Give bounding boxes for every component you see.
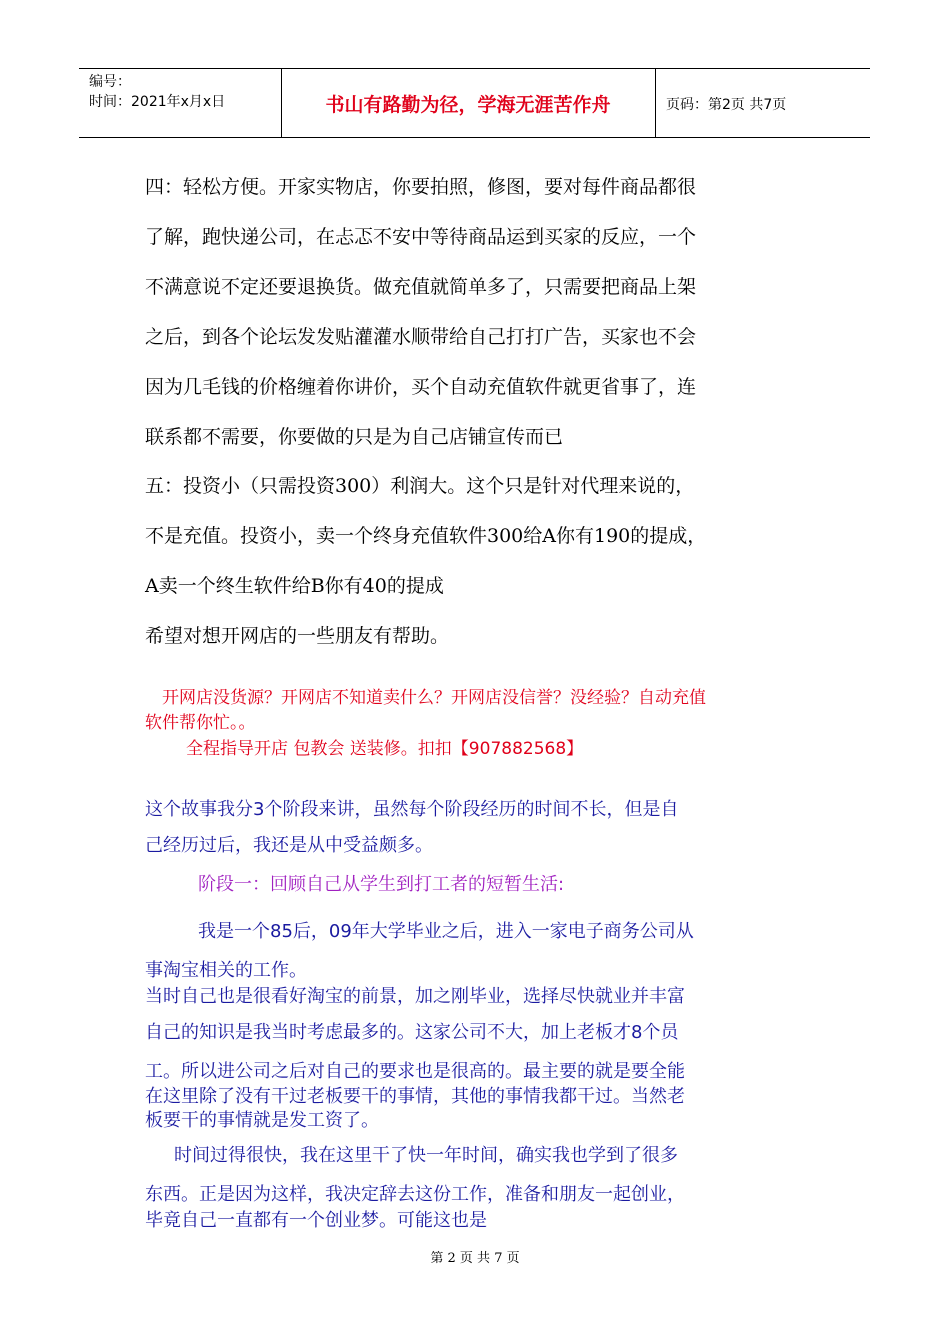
header-page-info: 页码：第2页 共7页: [666, 97, 787, 113]
body-line: 不满意说不定还要退换货。做充值就简单多了，只需要把商品上架: [145, 276, 697, 298]
header-divider: [655, 69, 656, 137]
ad-contact: 全程指导开店 包教会 送装修。扣扣【907882568】: [186, 739, 584, 759]
document-header: [79, 68, 870, 138]
story-line: 我是一个85后，09年大学毕业之后，进入一家电子商务公司从: [198, 921, 694, 942]
number-label: 编号：: [89, 74, 131, 90]
story-line: 自己的知识是我当时考虑最多的。这家公司不大，加上老板才8个员: [145, 1022, 679, 1043]
body-line: 了解，跑快递公司，在忐忑不安中等待商品运到买家的反应，一个: [145, 226, 697, 248]
page-footer: 第 2 页 共 7 页: [430, 1251, 520, 1266]
date-label: 时间：2021年x月x日: [89, 94, 226, 110]
story-line: 毕竟自己一直都有一个创业梦。可能这也是: [145, 1210, 487, 1231]
ad-line: 开网店没货源？开网店不知道卖什么？开网店没信誉？没经验？自动充值: [162, 688, 706, 708]
body-line: 五：投资小（只需投资300）利润大。这个只是针对代理来说的，: [145, 475, 695, 497]
story-line: 己经历过后，我还是从中受益颇多。: [145, 835, 433, 856]
story-line: 事淘宝相关的工作。: [145, 960, 307, 981]
body-line: 不是充值。投资小，卖一个终身充值软件300给A你有190的提成，: [145, 525, 707, 547]
story-line: 这个故事我分3个阶段来讲，虽然每个阶段经历的时间不长，但是自: [145, 799, 679, 820]
story-line: 东西。正是因为这样，我决定辞去这份工作，准备和朋友一起创业，: [145, 1184, 685, 1205]
stage-title: 阶段一：回顾自己从学生到打工者的短暂生活:: [198, 874, 565, 895]
story-line: 板要干的事情就是发工资了。: [145, 1110, 379, 1131]
body-line: 之后，到各个论坛发发贴灌灌水顺带给自己打打广告，买家也不会: [145, 326, 697, 348]
story-line: 当时自己也是很看好淘宝的前景，加之刚毕业，选择尽快就业并丰富: [145, 986, 685, 1007]
story-line: 工。所以进公司之后对自己的要求也是很高的。最主要的就是要全能: [145, 1061, 685, 1082]
story-line: 在这里除了没有干过老板要干的事情，其他的事情我都干过。当然老: [145, 1086, 685, 1107]
body-line: 四：轻松方便。开家实物店，你要拍照，修图，要对每件商品都很: [145, 176, 697, 198]
body-line: 因为几毛钱的价格缠着你讲价，买个自动充值软件就更省事了，连: [145, 376, 697, 398]
body-line: A卖一个终生软件给B你有40的提成: [145, 575, 444, 597]
body-line: 联系都不需要，你要做的只是为自己店铺宣传而已: [145, 426, 564, 448]
ad-line: 软件帮你忙。。: [145, 713, 256, 733]
header-meta: [89, 72, 225, 112]
story-line: 时间过得很快，我在这里干了快一年时间，确实我也学到了很多: [174, 1145, 678, 1166]
body-line: 希望对想开网店的一些朋友有帮助。: [145, 625, 450, 647]
header-motto: 书山有路勤为径，学海无涯苦作舟: [325, 94, 611, 116]
